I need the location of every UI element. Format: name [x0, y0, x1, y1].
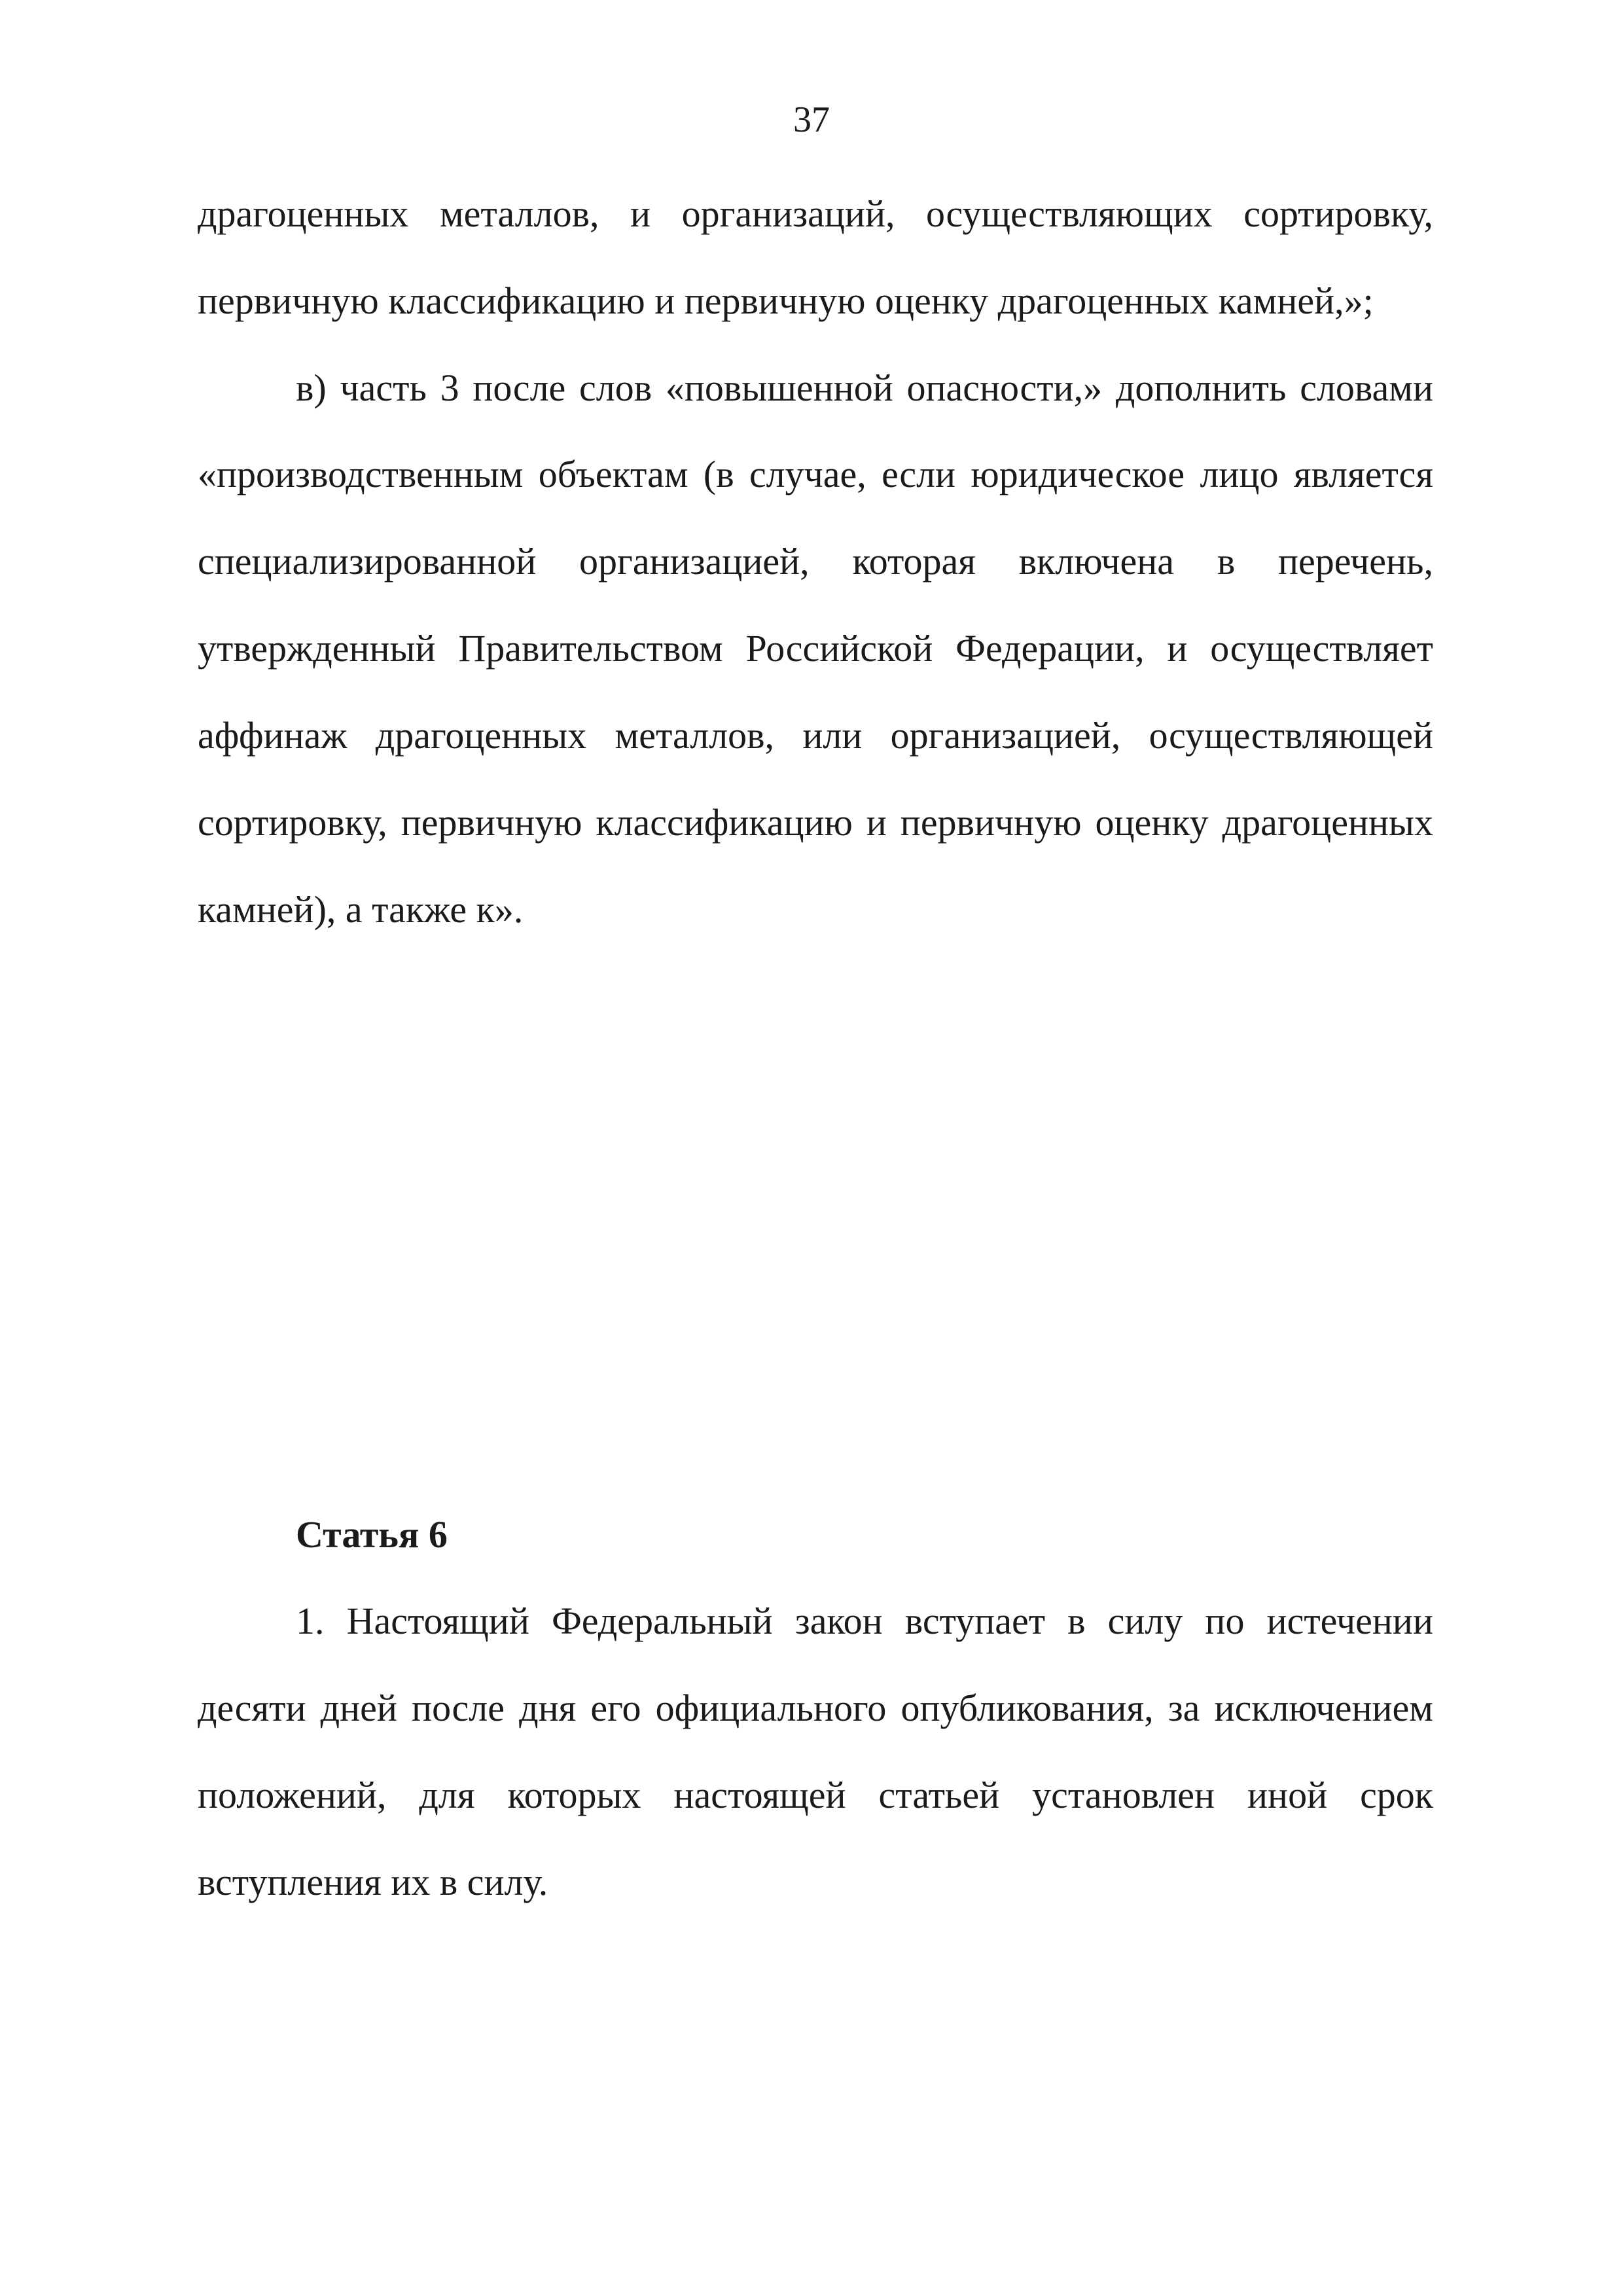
text-line: в) часть 3 после слов «повышенной опасности,» дополнить словами [296, 367, 1433, 409]
text-line: десяти дней после дня его официального опубликования, за исключением [198, 1687, 1433, 1729]
text-line: вступления их в силу. [198, 1861, 548, 1903]
text-line: утвержденный Правительством Российской Федерации, и осуществляет [198, 627, 1433, 670]
text-line: драгоценных металлов, и организаций, осуществляющих сортировку, [198, 192, 1433, 235]
text-line: сортировку, первичную классификацию и первичную оценку драгоценных [198, 801, 1433, 844]
page-number: 37 [793, 99, 830, 140]
text-line: камней), а также к». [198, 888, 524, 931]
text-line: 1. Настоящий Федеральный закон вступает в силу по истечении [296, 1600, 1433, 1642]
text-line: аффинаж драгоценных металлов, или организацией, осуществляющей [198, 714, 1433, 757]
text-line: положений, для которых настоящей статьей установлен иной срок [198, 1774, 1433, 1816]
article-heading: Статья 6 [296, 1513, 448, 1556]
text-line: первичную классификацию и первичную оценку драгоценных камней,»; [198, 279, 1374, 322]
text-line: «производственным объектам (в случае, если юридическое лицо является [198, 453, 1433, 495]
text-line: специализированной организацией, которая включена в перечень, [198, 540, 1433, 583]
